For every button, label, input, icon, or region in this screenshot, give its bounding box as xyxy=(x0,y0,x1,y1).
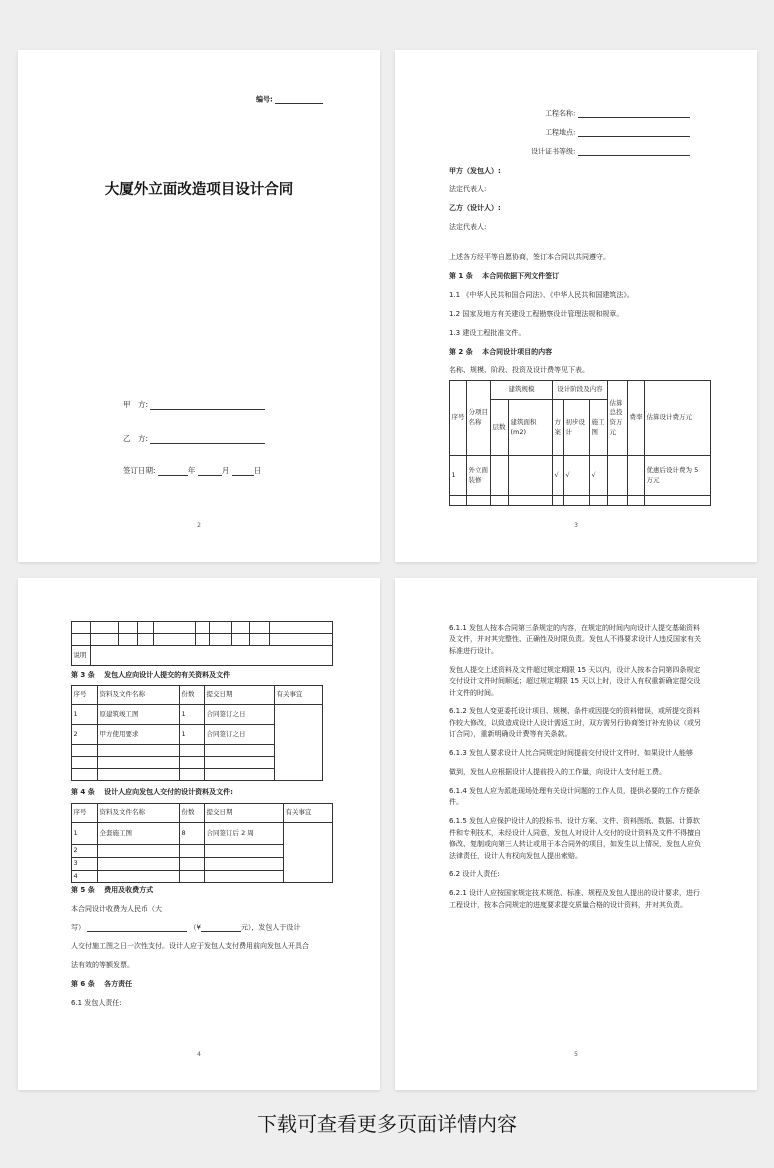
download-more-banner[interactable]: 下载可查看更多页面详情内容 xyxy=(257,1112,517,1136)
cert-level-blank xyxy=(578,147,690,156)
th-seq: 序号 xyxy=(450,381,467,456)
sign-date-label: 签订日期: xyxy=(123,466,156,475)
cell-construction-check: √ xyxy=(590,456,608,496)
party-a-label: 甲 方: xyxy=(123,400,149,409)
th-scale: 建筑规模 xyxy=(491,381,553,400)
contract-page-2 xyxy=(395,50,757,562)
table-row: 1 全套施工图 8 合同签订后 2 周 xyxy=(72,823,333,845)
rep-a-label: 法定代表人: xyxy=(449,185,487,193)
article-5-line-1: 本合同设计收费为人民币（大 xyxy=(71,905,162,913)
cell-rate xyxy=(628,456,645,496)
th-scheme: 方 案 xyxy=(553,400,564,456)
th-doc-name: 资料及文件名称 xyxy=(98,686,180,705)
cell-fee: 优惠后设计费为 5 万元 xyxy=(645,456,711,496)
cell-scheme-check: √ xyxy=(553,456,564,496)
project-location-blank xyxy=(578,128,690,137)
article-4-heading: 第 4 条 设计人应向发包人交付的设计资料及文件: xyxy=(71,788,233,796)
project-name-row xyxy=(545,109,690,118)
th-construction: 施工 图 xyxy=(590,400,608,456)
sign-date-row xyxy=(123,465,261,476)
amount-figure-blank xyxy=(201,923,241,932)
client-documents-table xyxy=(71,685,323,781)
party-b-label: 乙 方: xyxy=(123,434,149,443)
responsibility-clauses xyxy=(449,623,707,919)
th-seq: 序号 xyxy=(72,686,98,705)
contract-number-row xyxy=(256,95,323,104)
clause-paragraph: 6.2.1 设计人应按国家规定技术规范、标准、规程及发包人提出的设计要求，进行工程设计，按本合同规定的进度要求提交质量合格的设计资料，并对其负责。 xyxy=(449,889,701,909)
article-5-line-3: 人交付施工图之日一次性支付。设计人应于发包人支付费用前向发包人开具合 xyxy=(71,942,309,950)
article-2-heading: 第 2 条 本合同设计项目的内容 xyxy=(449,348,553,356)
table-row: 4 xyxy=(72,870,333,883)
contract-number-blank xyxy=(275,95,323,104)
th-floors: 层数 xyxy=(491,400,509,456)
article-1-heading: 第 1 条 本合同依据下列文件签订 xyxy=(449,272,560,280)
cert-level-row xyxy=(531,147,690,156)
th-submit-date: 提交日期 xyxy=(205,686,275,705)
project-location-row xyxy=(545,128,690,137)
table-row: 1 原建筑竣工图 1 合同签订之日 xyxy=(72,705,323,725)
intro-text: 上述各方经平等自愿协商，签订本合同以共同遵守。 xyxy=(449,253,610,261)
day-blank xyxy=(232,467,254,476)
table-row: 2 甲方使用要求 1 合同签订之日 xyxy=(72,725,323,745)
cell-area xyxy=(509,456,553,496)
cell-seq: 1 xyxy=(450,456,467,496)
table-row: 2 xyxy=(72,845,333,858)
contract-page-5 xyxy=(395,578,757,1090)
contract-number-label: 编号: xyxy=(256,95,273,104)
article-6-1: 6.1 发包人责任: xyxy=(71,999,122,1007)
th-prelim: 初步设 计 xyxy=(564,400,590,456)
year-label: 年 xyxy=(187,466,196,475)
article-2-desc: 名称、规模、阶段、投资及设计费等见下表。 xyxy=(449,366,589,374)
project-name-blank xyxy=(578,109,690,118)
contract-page-cover xyxy=(18,50,380,562)
article-1-2: 1.2 国家及地方有关建设工程勘察设计管理法规和规章。 xyxy=(449,310,624,318)
clause-paragraph: 6.1.1 发包人按本合同第三条规定的内容，在规定的时间内向设计人提交基础资料及文件，并对其完整性、正确性及时限负责。发包人不得要求设计人违反国家有关标准进行设计。 xyxy=(449,624,701,655)
article-5-line-4: 法有效的等额发票。 xyxy=(71,961,134,969)
party-b-heading: 乙方（设计人）: xyxy=(449,204,501,212)
project-location-label: 工程地点: xyxy=(545,128,576,137)
month-label: 月 xyxy=(221,466,230,475)
rep-b-label: 法定代表人: xyxy=(449,223,487,231)
article-5-line-2: 写） （¥ 元），发包人于设计 xyxy=(71,923,301,932)
page-number: 4 xyxy=(197,1051,201,1058)
cell-item: 外立面 装修 xyxy=(467,456,491,496)
year-blank xyxy=(158,467,188,476)
article-5-heading: 第 5 条 费用及收费方式 xyxy=(71,886,154,894)
th-copies: 份数 xyxy=(180,686,205,705)
table-row xyxy=(450,496,711,506)
design-items-table xyxy=(449,380,711,506)
article-6-heading: 第 6 条 各方责任 xyxy=(71,980,133,988)
article-1-1: 1.1 《中华人民共和国合同法》、《中华人民共和国建筑法》。 xyxy=(449,291,634,299)
th-copies: 份数 xyxy=(180,804,205,823)
clause-paragraph: 6.1.3 发包人要求设计人比合同规定时间提前交付设计文件时，如果设计人能够 xyxy=(449,749,694,758)
party-a-heading: 甲方（发包人）: xyxy=(449,167,501,175)
design-items-table-continued xyxy=(71,621,333,666)
cell-floors xyxy=(491,456,509,496)
th-area: 建筑面积 (m2) xyxy=(509,400,553,456)
month-blank xyxy=(198,467,222,476)
th-remarks: 有关事宜 xyxy=(275,686,323,705)
clause-paragraph: 6.1.4 发包人应为派赴现场处理有关设计问题的工作人员，提供必要的工作方便条件。 xyxy=(449,786,701,807)
contract-page-4 xyxy=(18,578,380,1090)
amount-words-blank xyxy=(87,923,187,932)
party-b-blank xyxy=(150,435,265,444)
th-invest: 估算 总投 资万 元 xyxy=(608,381,628,456)
page-number: 2 xyxy=(197,522,201,529)
cell-prelim-check: √ xyxy=(564,456,590,496)
th-rate: 费率 xyxy=(628,381,645,456)
article-1-3: 1.3 建设工程批准文件。 xyxy=(449,329,526,337)
clause-paragraph: 6.1.5 发包人应保护设计人的投标书、设计方案、文件、资料图纸、数据、计算软件和专利技术，未经设计人同意，发包人对设计人交付的设计资料及文件不得擅自修改、复制或向第三人转让或用于本合同外的项目，如发生以上情况，发包人应负法律责任，设计人有权向发包人提出索赔。 xyxy=(449,817,701,860)
party-b-row xyxy=(123,433,265,444)
page-number: 5 xyxy=(574,1051,578,1058)
th-fee: 估算设计费万元 xyxy=(645,381,711,456)
table-row: 3 xyxy=(72,857,333,870)
cell-invest xyxy=(608,456,628,496)
th-seq: 序号 xyxy=(72,804,98,823)
th-remarks: 有关事宜 xyxy=(284,804,333,823)
th-doc-name: 资料及文件名称 xyxy=(98,804,180,823)
article-3-heading: 第 3 条 发包人应向设计人提交的有关资料及文件 xyxy=(71,671,231,679)
note-label: 说明 xyxy=(72,646,91,666)
clause-paragraph: 做到，发包人应根据设计人提前投入的工作量，向设计人支付赶工费。 xyxy=(449,768,666,777)
page-number: 3 xyxy=(574,522,578,529)
cert-level-label: 设计证书等级: xyxy=(531,147,576,156)
day-label: 日 xyxy=(253,466,262,475)
project-name-label: 工程名称: xyxy=(545,109,576,118)
designer-deliverables-table xyxy=(71,803,333,883)
th-item: 分项目 名称 xyxy=(467,381,491,456)
th-submit-date: 提交日期 xyxy=(205,804,284,823)
party-a-row xyxy=(123,399,265,410)
party-a-blank xyxy=(150,401,265,410)
contract-title: 大厦外立面改造项目设计合同 xyxy=(104,182,294,198)
clause-paragraph: 发包人提交上述资料及文件超过规定期限 15 天以内，设计人按本合同第四条规定交付设计文件时间顺延；超过规定期限 15 天以上时，设计人有权重新确定提交设计文件的时间。 xyxy=(449,665,701,697)
th-stage: 设计阶段及内容 xyxy=(553,381,608,400)
table-row xyxy=(450,456,711,496)
clause-paragraph: 6.2 设计人责任: xyxy=(449,870,500,879)
clause-paragraph: 6.1.2 发包人变更委托设计项目、规模、条件或因提交的资料错误，或所提交资料作较大修改，以致造成设计人设计需返工时，双方需另行协商签订补充协议（或另订合同），重新明确设计费等有关条款。 xyxy=(449,707,701,739)
